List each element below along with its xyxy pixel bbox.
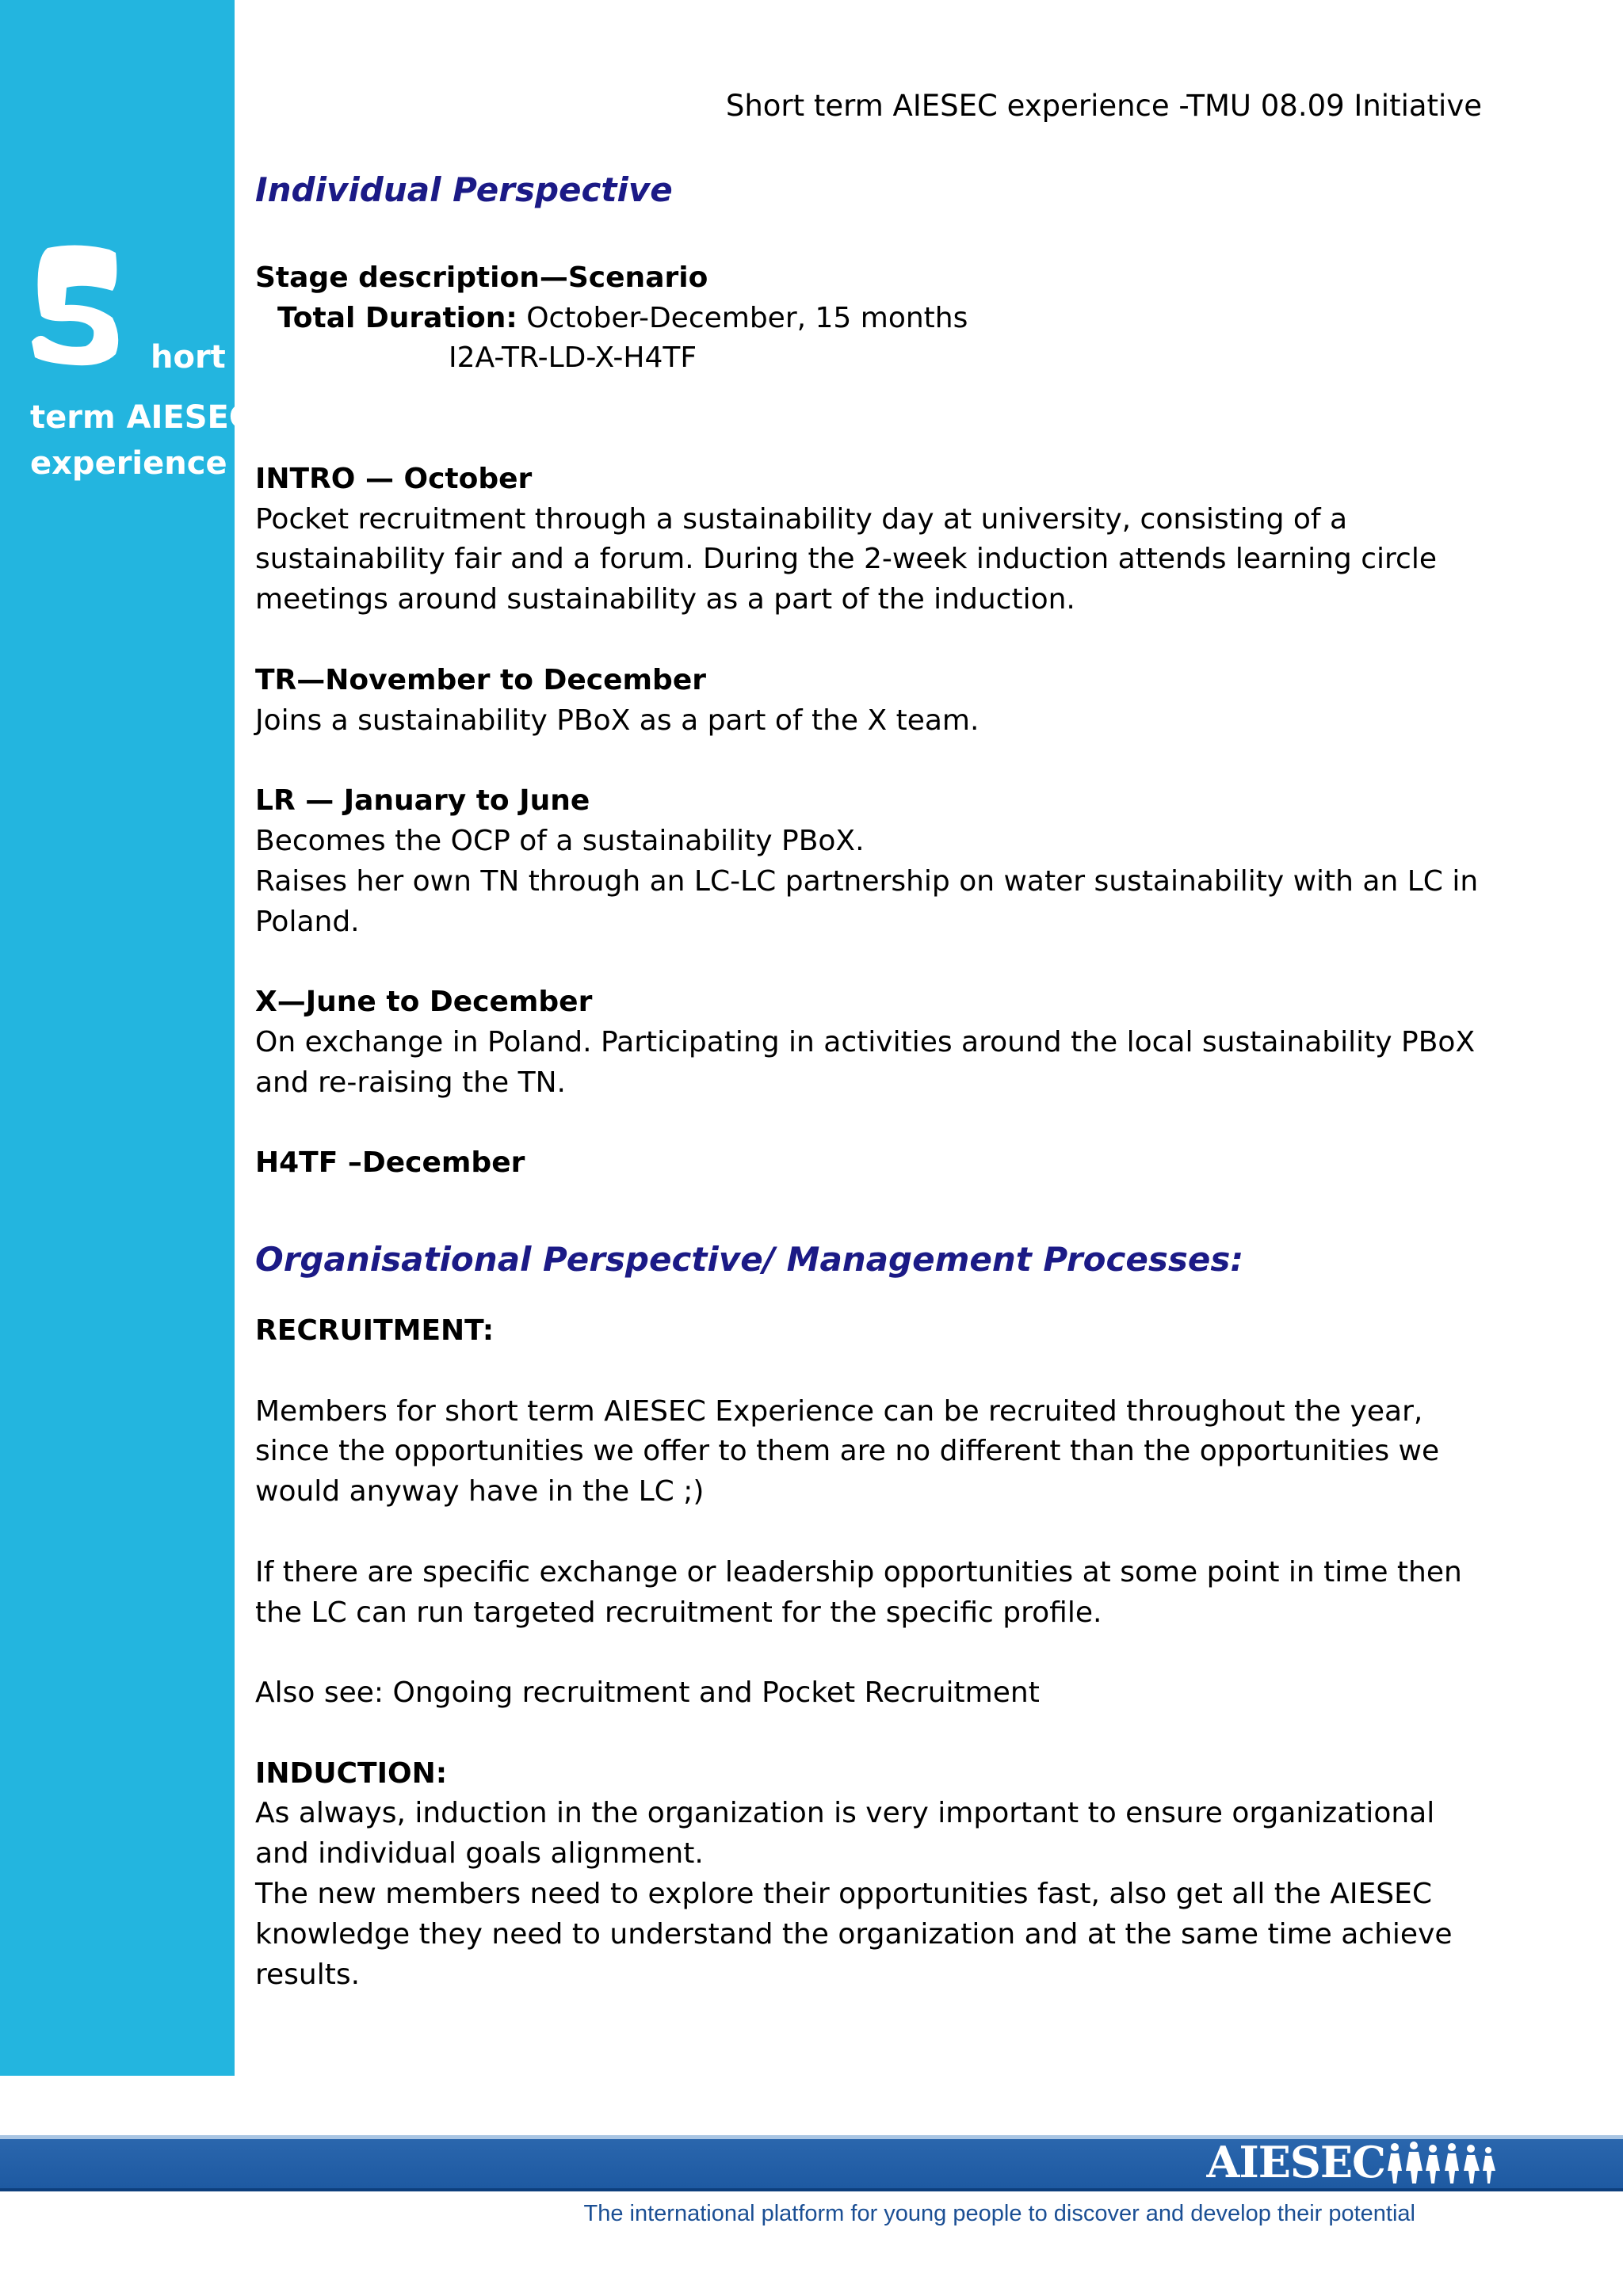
stage-title-h4tf: H4TF –December [255,1146,525,1180]
document-body [255,162,1491,1995]
aiesec-logo [1207,2138,1496,2187]
people-silhouettes-icon [1387,2138,1496,2187]
recruitment-paragraph-1: Members for short term AIESEC Experience can be recruited throughout the year, since the opportunities we offer to them are no different than the opportunities we would anyway have in the LC ;) [255,1394,1440,1508]
total-duration-value: October-December, 15 months [517,301,968,334]
induction-title: INDUCTION: [255,1756,448,1790]
stage-title-lr: LR — January to June [255,784,590,818]
stage-title-tr: TR—November to December [255,663,706,696]
stage-text-tr: Joins a sustainability PBoX as a part of the X team. [255,704,980,737]
stage-code: I2A-TR-LD-X-H4TF [449,341,697,375]
individual-perspective-heading: Individual Perspective [255,170,673,209]
total-duration-line [255,299,1491,339]
sidebar-line-experience: experience [30,445,227,482]
recruitment-title: RECRUITMENT: [255,1314,495,1347]
induction-paragraph-1: As always, induction in the organization is very important to ensure organizational and individual goals alignment. [255,1797,1435,1871]
induction-paragraph-2: The new members need to explore their opportunities fast, also get all the AIESEC knowledge they need to understand the organization and at the same time achieve results. [255,1878,1453,1991]
organisational-perspective-heading: Organisational Perspective/ Management Processes: [255,1239,1244,1279]
stage-text-x: On exchange in Poland. Participating in activities around the local sustainability PBoX and re-raising the TN. [255,1025,1476,1099]
aiesec-brand-name: AIESEC [1206,2137,1385,2187]
footer-bottom-line [0,2188,1623,2191]
stage-title-intro: INTRO — October [255,462,533,495]
sidebar-line-hort: hort [151,339,226,376]
sidebar [0,0,253,2076]
big-s-logo-icon [30,242,125,368]
stage-description-title: Stage description—Scenario [255,261,708,294]
total-duration-label: Total Duration: [277,301,517,334]
sidebar-line-term: term AIESEC [30,399,253,436]
recruitment-paragraph-3: Also see: Ongoing recruitment and Pocket Recruitment [255,1676,1040,1710]
stage-text-lr-2: Raises her own TN through an LC-LC partnership on water sustainability with an LC in Poland. [255,864,1479,938]
stage-title-x: X—June to December [255,986,593,1019]
stage-text-lr-1: Becomes the OCP of a sustainability PBoX. [255,824,865,857]
page-header-title: Short term AIESEC experience -TMU 08.09 Initiative [725,89,1482,123]
footer-tagline: The international platform for young people to discover and develop their potential [583,2201,1415,2226]
stage-text-intro: Pocket recruitment through a sustainability day at university, consisting of a sustainability fair and a forum. During the 2-week induction attends learning circle meetings around sustainability as a part of the induction. [255,502,1437,616]
recruitment-paragraph-2: If there are specific exchange or leadership opportunities at some point in time then the LC can run targeted recruitment for the specific profile. [255,1555,1462,1629]
